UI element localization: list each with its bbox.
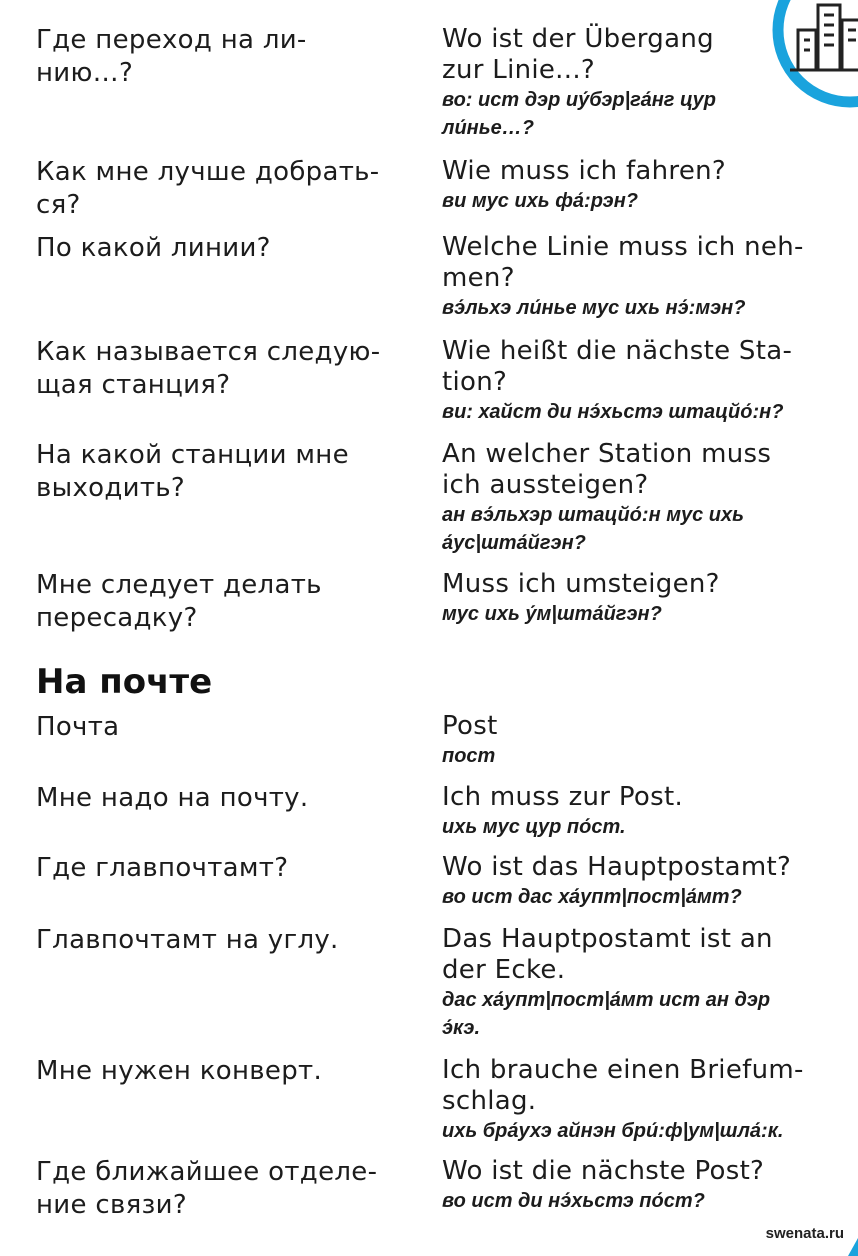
russian-phrase: Мне нужен конверт.: [36, 1056, 323, 1086]
russian-phrase: Почта: [36, 712, 120, 742]
phrase-translation: [442, 782, 854, 841]
russian-phrase: Где переход на ли- нию…?: [36, 25, 307, 88]
phrase-translation: [442, 569, 854, 628]
phrase-translation: [442, 711, 854, 770]
transcription: ви мус ихь фа́:рэн?: [442, 190, 638, 212]
transcription: во ист дас ха́упт|пост|а́мт?: [442, 886, 742, 908]
transcription: дас ха́упт|пост|а́мт ист ан дэр э́кэ.: [442, 989, 771, 1039]
russian-phrase: По какой линии?: [36, 233, 271, 263]
german-phrase: Ich brauche einen Briefum- schlag.: [442, 1055, 804, 1116]
russian-phrase: Как мне лучше добрать- ся?: [36, 157, 380, 220]
german-phrase: Wie heißt die nächste Sta- tion?: [442, 336, 793, 397]
phrase-translation: [442, 1156, 854, 1215]
russian-phrase: Где главпочтамт?: [36, 853, 289, 883]
german-phrase: Post: [442, 711, 498, 741]
russian-phrase: Мне следует делать пересадку?: [36, 570, 322, 633]
phrase-translation: [442, 439, 854, 557]
transcription: ви: хайст ди нэ́хьстэ штацйо́:н?: [442, 401, 784, 423]
watermark: swenata.ru: [765, 1225, 844, 1242]
phrase-translation: [442, 24, 854, 142]
russian-phrase: На какой станции мне выходить?: [36, 440, 349, 503]
transcription: ан вэ́льхэр штацйо́:н мус ихь а́ус|шта́йгэн?: [442, 504, 745, 554]
phrase-translation: [442, 924, 854, 1042]
german-phrase: Wo ist die nächste Post?: [442, 1156, 765, 1186]
russian-phrase: Мне надо на почту.: [36, 783, 309, 813]
transcription: ихь бра́ухэ айнэн бри́:ф|ум|шла́:к.: [442, 1120, 784, 1142]
german-phrase: Muss ich umsteigen?: [442, 569, 720, 599]
transcription: мус ихь у́м|шта́йгэн?: [442, 603, 662, 625]
german-phrase: An welcher Station muss ich aussteigen?: [442, 439, 772, 500]
transcription: во ист ди нэ́хьстэ по́ст?: [442, 1190, 705, 1212]
russian-phrase: Как называется следую- щая станция?: [36, 337, 381, 400]
transcription: вэ́льхэ ли́нье мус ихь нэ́:мэн?: [442, 297, 746, 319]
russian-phrase: Где ближайшее отделе- ние связи?: [36, 1157, 378, 1220]
german-phrase: Wie muss ich fahren?: [442, 156, 727, 186]
transcription: во: ист дэр иу́бэр|га́нг цур ли́нье…?: [442, 89, 717, 139]
german-phrase: Ich muss zur Post.: [442, 782, 684, 812]
transcription: пост: [442, 745, 496, 767]
phrase-translation: [442, 156, 854, 215]
section-title: На почте: [36, 662, 213, 702]
phrase-translation: [442, 336, 854, 426]
german-phrase: Wo ist der Übergang zur Linie...?: [442, 24, 714, 85]
phrase-translation: [442, 852, 854, 911]
transcription: ихь мус цур по́ст.: [442, 816, 626, 838]
german-phrase: Welche Linie muss ich neh- men?: [442, 232, 804, 293]
russian-phrase: Главпочтамт на углу.: [36, 925, 339, 955]
german-phrase: Das Hauptpostamt ist an der Ecke.: [442, 924, 773, 985]
german-phrase: Wo ist das Hauptpostamt?: [442, 852, 792, 882]
page-corner-icon: [848, 1238, 858, 1256]
phrase-translation: [442, 232, 854, 322]
phrase-translation: [442, 1055, 854, 1145]
